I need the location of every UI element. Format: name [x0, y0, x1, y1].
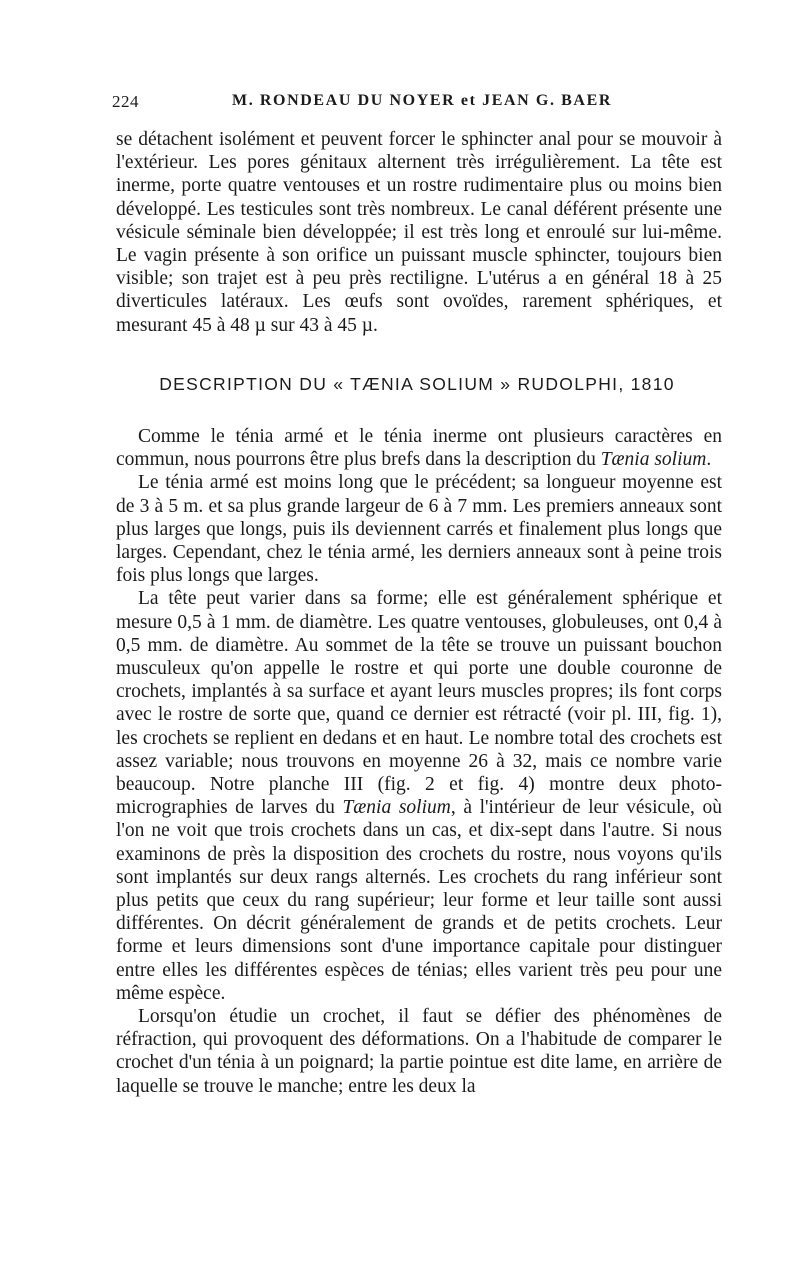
- paragraph-continuation: se détachent isolément et peuvent forcer le sphincter anal pour se mouvoir à l'extérieur. Les pores génitaux alternent très irrégulièrement. La tête est inerme, porte quatre ventouses et un rostre rudimentaire plus ou moins bien développé. Les testicules sont très nombreux. Le canal déférent présente une vésicule séminale bien développée; il est très long et enroulé sur lui-même. Le vagin présente à son orifice un puissant muscle sphincter, toujours bien visible; son trajet est à peu près rectiligne. L'utérus a en général 18 à 25 diverticules latéraux. Les œufs sont ovoïdes, rarement sphériques, et mesurant 45 à 48 µ sur 43 à 45 µ.: [116, 129, 722, 336]
- paragraph-head-hooks-text: La tête peut varier dans sa forme; elle est généralement sphérique et mesure 0,5 à 1 mm. de diamètre. Les quatre ventouses, globuleuses, ont 0,4 à 0,5 mm. de diamètre. Au sommet de la tête se trouve un puissant bouchon musculeux qu'on appelle le rostre et qui porte une double couronne de crochets, implantés à sa surface et ayant leurs muscles propres; ils font corps avec le rostre de sorte que, quand ce dernier est rétracté (voir pl. III, fig. 1), les crochets se replient en dedans et en haut. Le nombre total des crochets est assez variable; nous trouvons en moyenne 26 à 32, mais ce nombre varie beaucoup. Notre planche III (fig. 2 et fig. 4) montre deux photo-micrographies de larves du: [116, 588, 722, 819]
- taxon-name-italic: Tænia solium: [342, 797, 451, 819]
- paragraph-intro-end: .: [706, 449, 712, 471]
- taxon-name-italic: Tænia solium: [600, 449, 707, 471]
- text-block-main: [116, 425, 722, 1098]
- paragraph-intro: [116, 425, 722, 471]
- paragraph-head-hooks-end: , à l'intérieur de leur vésicule, où l'on ne voit que trois crochets dans un cas, et dix-sept dans l'autre. Si nous examinons de près la disposition des crochets du rostre, nous voyons qu'ils sont implantés sur deux rangs alternés. Les crochets du rang inférieur sont plus petits que ceux du rang supérieur; leur forme et leur taille sont aussi différentes. On décrit généralement de grands et de petits crochets. Leur forme et leurs dimensions sont d'une importance capitale pour distinguer entre elles les différentes espèces de ténias; elles varient très peu pour une même espèce.: [116, 797, 722, 1004]
- section-heading: DESCRIPTION DU « TÆNIA SOLIUM » RUDOLPHI, 1810: [159, 374, 675, 394]
- paragraph-length: Le ténia armé est moins long que le précédent; sa longueur moyenne est de 3 à 5 m. et sa plus grande largeur de 6 à 7 mm. Les premiers anneaux sont plus larges que longs, puis ils deviennent carrés et finalement plus longs que larges. Cependant, chez le ténia armé, les derniers anneaux sont à peine trois fois plus longs que larges.: [116, 472, 722, 587]
- page-number: 224: [112, 92, 139, 111]
- paragraph-hook-study: Lorsqu'on étudie un crochet, il faut se défier des phénomènes de réfraction, qui provoquent des déformations. On a l'habitude de comparer le crochet d'un ténia à un poignard; la partie pointue est dite lame, en arrière de laquelle se trouve le manche; entre les deux la: [116, 1006, 722, 1097]
- paragraph-intro-text: Comme le ténia armé et le ténia inerme ont plusieurs caractères en commun, nous pourrons être plus brefs dans la description du: [116, 426, 722, 471]
- header-authors: M. RONDEAU DU NOYER et JEAN G. BAER: [232, 92, 612, 109]
- running-head: [112, 92, 722, 118]
- text-block-continuation: [116, 128, 722, 337]
- paragraph-head-hooks: [116, 587, 722, 1005]
